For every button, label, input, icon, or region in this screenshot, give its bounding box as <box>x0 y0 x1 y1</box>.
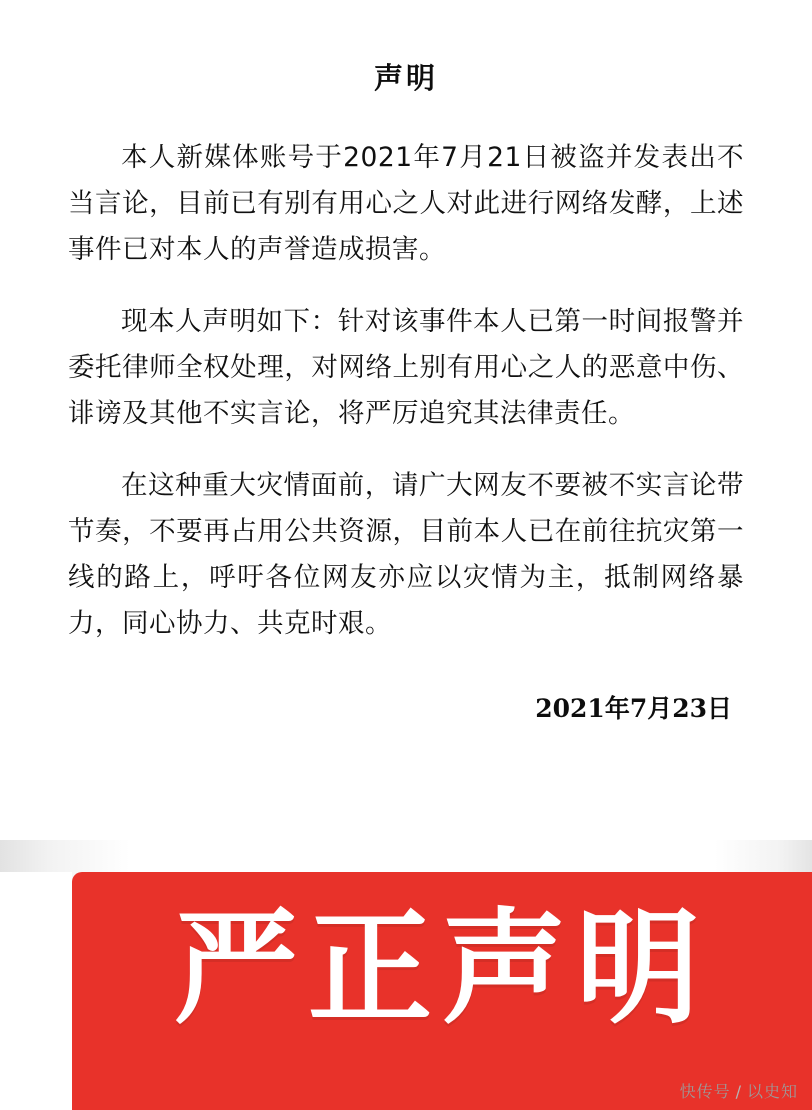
statement-date: 2021年7月23日 <box>535 694 732 723</box>
statement-paragraph-1: 本人新媒体账号于2021年7月21日被盗并发表出不当言论，目前已有别有用心之人对此进行网络发酵，上述事件已对本人的声誉造成损害。 <box>68 142 744 265</box>
watermark-source: 快传号 <box>679 1082 731 1101</box>
red-banner <box>72 872 812 1110</box>
watermark-account: 以史知 <box>746 1082 798 1101</box>
watermark-separator: / <box>735 1082 742 1101</box>
banner-headline: 严正声明 <box>173 897 711 1041</box>
bottom-left-margin <box>0 872 72 1110</box>
statement-paragraph-3: 在这种重大灾情面前，请广大网友不要被不实言论带节奏，不要再占用公共资源，目前本人已在前往抗灾第一线的路上，呼吁各位网友亦应以灾情为主，抵制网络暴力，同心协力、共克时艰。 <box>68 470 744 639</box>
watermark <box>680 1079 798 1102</box>
statement-paragraph-2: 现本人声明如下：针对该事件本人已第一时间报警并委托律师全权处理，对网络上别有用心之人的恶意中伤、诽谤及其他不实言论，将严厉追究其法律责任。 <box>68 306 744 429</box>
page-title: 声明 <box>373 61 438 95</box>
